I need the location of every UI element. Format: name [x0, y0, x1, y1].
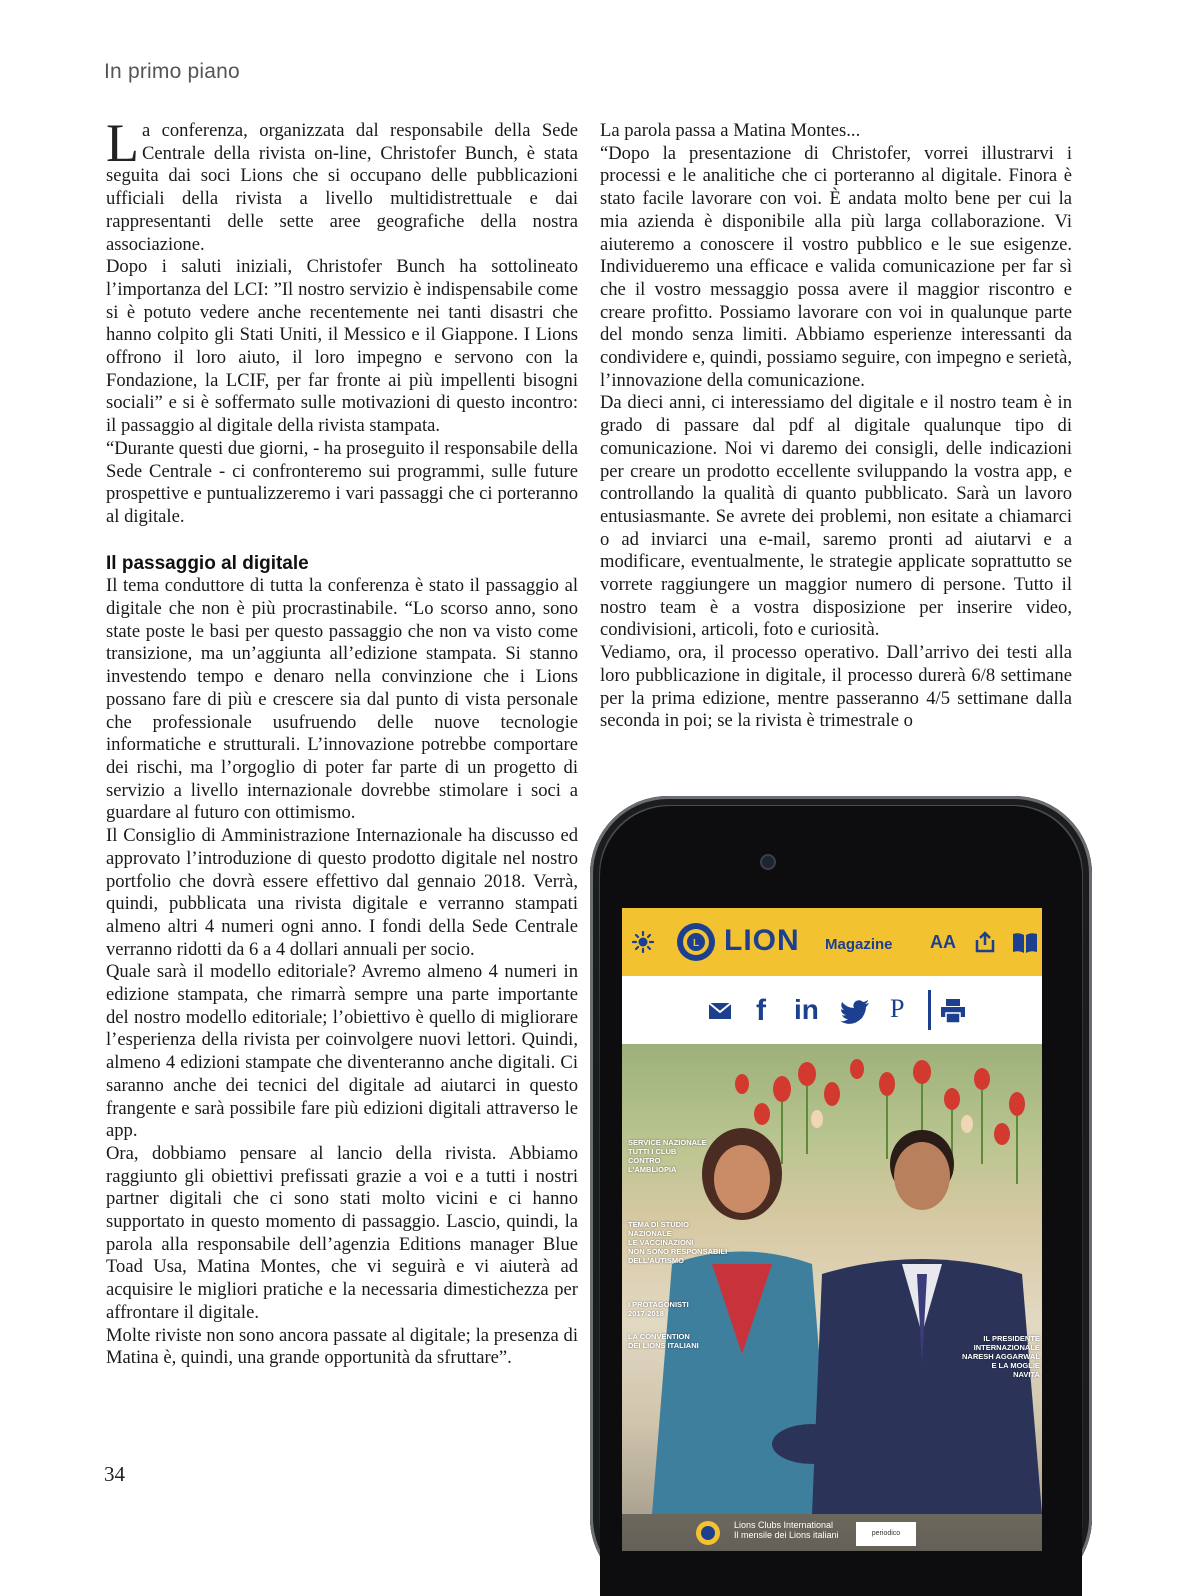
page-number: 34 [104, 1462, 125, 1486]
book-icon[interactable] [1012, 932, 1038, 954]
mail-icon[interactable] [708, 1002, 732, 1020]
cover-caption: IL PRESIDENTE INTERNAZIONALE NARESH AGGARWAL E LA MOGLIE NAVITA [962, 1334, 1040, 1379]
lions-logo-icon [676, 922, 716, 962]
paragraph: La parola passa a Matina Montes... [600, 120, 861, 141]
svg-text:L: L [692, 938, 700, 949]
people-figures [622, 1244, 1042, 1514]
font-size-icon[interactable]: AA [930, 932, 956, 952]
cover-headline-3: I PROTAGONISTI 2017-2018 [628, 1300, 689, 1318]
paragraph: Il Consiglio di Amministrazione Internazionale ha discusso ed approvato l’introduzione di questo prodotto digitale nel nostro portfolio che dovrà essere effettivo dal gennaio 2018. Verrà, quindi, pubblicata una rivista digitale e verranno stampati almeno altri 4 numeri ogni anno. I fondi della Sede Centrale verranno ridotti da 6 a 4 dollari annuali per socio. [106, 825, 578, 960]
drop-cap: L [106, 113, 139, 173]
paragraph: Molte riviste non sono ancora passate al digitale; la presenza di Matina è, quindi, una grande opportunità da sfruttare”. [106, 1324, 578, 1369]
section-header: In primo piano [104, 60, 240, 83]
paragraph: Quale sarà il modello editoriale? Avremo almeno 4 numeri in edizione stampata, che rimarrà sempre una parte importante del nostro modello editoriale; l’obiettivo è quello di migliorare l’esperienza della rivista per coinvolgere nuovi lettori. Quindi, almeno 4 edizioni stampate che diventeranno anche digitali. Ci saranno anche dei tecnici del digitale ad aiutarci in questo frangente e sarà possibile fare più edizioni digitali attraverso le app. [106, 961, 578, 1142]
app-brand-title: LION [724, 924, 800, 957]
app-header-bar [622, 908, 1042, 976]
article-column-left [106, 113, 578, 1370]
paragraph: Ora, dobbiamo pensare al lancio della rivista. Abbiamo raggiunto gli obiettivi prefissati grazie a voi e a tutti i nostri partner digitali che ci sono stati molto vicini e ci hanno supportato in questo momento di passaggio. Lascio, quindi, la parola alla responsabile dell’agenzia Editions manager Blue Toad Usa, Matina Montes, che vi seguirà e vi aiuterà ad acquisire le migliori pratiche e la necessaria dimestichezza per affrontare il digitale. [106, 1142, 578, 1323]
camera-icon [762, 856, 774, 868]
paragraph: Il tema conduttore di tutta la conferenza è stato il passaggio al digitale che non è più procrastinabile. “Lo scorso anno, sono state poste le basi per questo passaggio che non va visto come transizione, ma un’aggiunta all’edizione stampata. Si stanno investendo tempo e denaro nella convinzione che i Lions possano fare di più e crescere sia dal punto di vista personale che professionale usufruendo delle nuove tecnologie informatiche e strutturali. L’innovazione potrebbe comportare dei rischi, ma l’orgoglio di poter far parte di un progetto di servizio a livello internazionale dovrebbe stimolare i soci a guardare al futuro con ottimismo. [106, 575, 578, 824]
lions-footer-logo-icon [692, 1520, 724, 1546]
settings-sun-icon [632, 931, 654, 953]
toolbar-divider [928, 990, 931, 1030]
cover-headline-4: LA CONVENTION DEI LIONS ITALIANI [628, 1332, 699, 1350]
periodico-label: periodico [856, 1522, 916, 1546]
linkedin-icon[interactable]: in [794, 994, 819, 1025]
paragraph: “Durante questi due giorni, - ha proseguito il responsabile della Sede Centrale - ci confronteremo sui programmi, sulle future prospettive e puntualizzeremo i vari passaggi che ci porteranno al digitale. [106, 437, 578, 527]
cover-footer-text: Lions Clubs International Il mensile dei Lions italiani [734, 1520, 839, 1540]
app-brand-subtitle: Magazine [825, 936, 893, 953]
paragraph: Vediamo, ora, il processo operativo. Dall’arrivo dei testi alla loro pubblicazione in digitale, il processo durerà 6/8 settimane per la prima edizione, mentre passeranno 4/5 settimane dalla seconda in poi; se la rivista è trimestrale o [600, 642, 1072, 732]
share-toolbar [622, 976, 1042, 1044]
share-icon[interactable] [974, 930, 996, 954]
article-column-right [600, 120, 1072, 733]
paragraph: La conferenza, organizzata dal responsabile della Sede Centrale della rivista on-line, Christofer Bunch, è stata seguita dai soci Lions che si occupano delle pubblicazioni ufficiali della rivista a livello multidistrettuale e dai rappresentanti delle sette aree geografiche della nostra associazione. [106, 113, 578, 255]
phone-screen [622, 908, 1042, 1551]
magazine-cover [622, 1044, 1042, 1551]
twitter-icon[interactable] [840, 1000, 870, 1024]
section-heading: Il passaggio al digitale [106, 552, 309, 574]
print-icon[interactable] [940, 998, 966, 1024]
cover-headline-2: TEMA DI STUDIO NAZIONALE LE VACCINAZIONI NON SONO RESPONSABILI DELL'AUTISMO [628, 1220, 728, 1265]
paragraph: “Dopo la presentazione di Christofer, vorrei illustrarvi i processi e le analitiche che ci porteranno al digitale. Finora è stato facile lavorare con voi. È andata molto bene per cui la mia azienda è disponibile alla più larga collaborazione. Vi aiuteremo a conoscere il vostro pubblico e le sue esigenze. Individueremo una efficace e valida comunicazione per far sì che il vostro messaggio possa avere il maggior riscontro e creare profitto. Possiamo lavorare con voi in qualunque parte del mondo senza limiti. Abbiamo esperienze interessanti da condividere e, quindi, possiamo seguire, con impegno e serietà, l’innovazione della comunicazione. [600, 142, 1072, 391]
paragraph: Da dieci anni, ci interessiamo del digitale e il nostro team è in grado di passare dal pdf al digitale qualunque tipo di comunicazione. Noi vi daremo dei consigli, delle indicazioni per creare un prodotto eccellente sviluppando la vostra app, e controllando la qualità di quanto pubblicato. Sarà un lavoro entusiasmante. Se avrete dei problemi, non esitate a chiamarci o ad inviarci una e-mail, saremo pronti ad aiutarvi e a modificare, eventualmente, le strategie applicate soprattutto se vorrete raggiungere un maggior numero di persone. Tutto il nostro team è a vostra disposizione per inserire video, condivisioni, articoli, foto e curiosità. [600, 392, 1072, 641]
cover-headline-1: SERVICE NAZIONALE TUTTI I CLUB CONTRO L'AMBLIOPIA [628, 1138, 707, 1174]
pinterest-icon[interactable]: P [890, 994, 905, 1023]
facebook-icon[interactable]: f [756, 994, 766, 1027]
paragraph: Dopo i saluti iniziali, Christofer Bunch ha sottolineato l’importanza del LCI: ”Il nostro servizio è indispensabile come si è potuto vedere anche recentemente nei tanti disastri che hanno colpito gli Stati Uniti, il Messico e il Giappone. I Lions offrono il loro aiuto, il loro impegno e servono con la Fondazione, la LCIF, per far fronte ai più impellenti bisogni sociali” e si è soffermato sulle motivazioni di questo incontro: il passaggio al digitale della rivista stampata. [106, 256, 578, 437]
